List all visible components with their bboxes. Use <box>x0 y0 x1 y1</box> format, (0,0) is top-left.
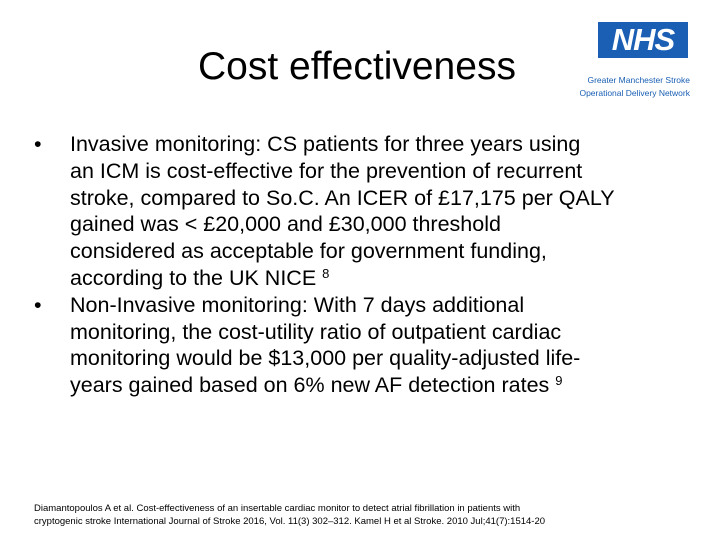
bullet-text-line: monitoring would be $13,000 per quality-adjusted life- <box>70 346 581 371</box>
bullet-marker: • <box>34 292 42 317</box>
bullet-text: according to the UK NICE <box>70 265 317 290</box>
organization-name-line-1: Greater Manchester Stroke <box>587 75 690 85</box>
reference-line: Diamantopoulos A et al. Cost-effectiveness of an insertable cardiac monitor to detect atrial fibrillation in patients with <box>34 503 521 514</box>
bullet-marker: • <box>34 132 42 156</box>
bullet-text-line: Invasive monitoring: CS patients for three years using <box>70 132 581 156</box>
bullet-non-invasive-monitoring <box>34 292 684 399</box>
bullet-text-line: gained was < £20,000 and £30,000 threshold <box>70 212 501 237</box>
references <box>34 502 694 528</box>
bullet-text-line: stroke, compared to So.C. An ICER of £17,175 per QALY <box>70 185 615 210</box>
bullet-list <box>34 131 684 399</box>
citation-number: 9 <box>555 373 563 389</box>
reference-line: cryptogenic stroke International Journal of Stroke 2016, Vol. 11(3) 302–312. Kamel H et al Stroke. 2010 Jul;41(7):1514-20 <box>34 516 546 527</box>
bullet-text-line-last <box>70 265 684 292</box>
organization-name <box>579 74 690 100</box>
bullet-text: years gained based on 6% new AF detection rates <box>70 373 550 398</box>
nhs-logo: NHS <box>598 22 688 58</box>
citation-number: 8 <box>322 265 330 281</box>
organization-name-line-2: Operational Delivery Network <box>579 88 690 98</box>
bullet-text-line-last <box>70 372 684 399</box>
bullet-text-line: an ICM is cost-effective for the prevention of recurrent <box>70 158 583 183</box>
bullet-text-line: considered as acceptable for government funding, <box>70 239 547 264</box>
bullet-text-line: monitoring, the cost-utility ratio of outpatient cardiac <box>70 319 562 344</box>
bullet-invasive-monitoring <box>34 131 684 292</box>
slide-title: Cost effectiveness <box>198 45 516 88</box>
bullet-text-line: Non-Invasive monitoring: With 7 days additional <box>70 292 525 317</box>
